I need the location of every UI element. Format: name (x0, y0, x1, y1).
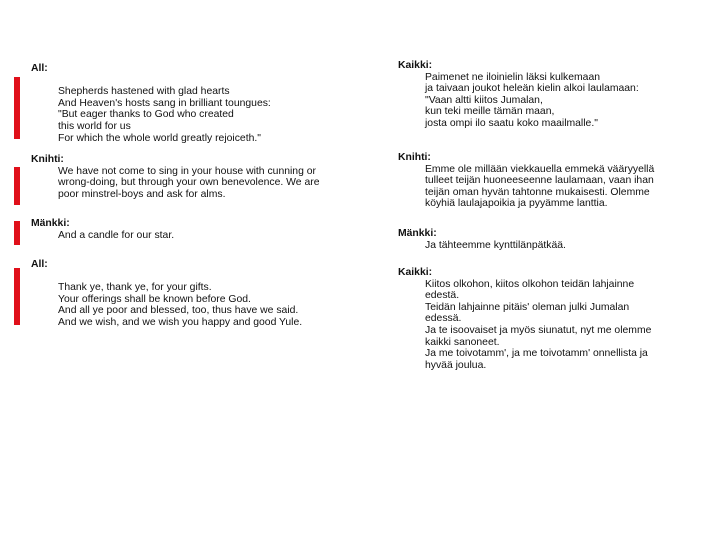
verse-line: wrong-doing, but through your own benevolence. We are (58, 177, 320, 189)
red-margin-bar (14, 221, 20, 245)
blank-line (58, 271, 366, 283)
verse-line: this world for us (58, 120, 131, 132)
verse-block (398, 60, 703, 130)
verse-line: Ja tähteemme kynttilänpätkää. (425, 239, 566, 251)
verse-line: And a candle for our star. (58, 229, 175, 241)
verse-line: Teidän lahjainne pitäis' oleman julki Jumalan (425, 301, 630, 313)
verse-block (31, 154, 366, 200)
verse-line: We have not come to sing in your house with cunning or (58, 165, 316, 177)
verse-line: Shepherds hastened with glad hearts (58, 86, 230, 98)
verse-line: And all ye poor and blessed, too, thus have we said. (58, 305, 299, 317)
verse-line: hyvää joulua. (425, 359, 487, 371)
speaker-label: Kaikki: (398, 267, 433, 278)
verse-line: And we wish, and we wish you happy and good Yule. (58, 316, 303, 328)
red-margin-bar (14, 167, 20, 205)
verse-line: And Heaven's hosts sang in brilliant toungues: (58, 97, 271, 109)
verse-line: kaikki sanoneet. (425, 336, 500, 348)
verse-line: "But eager thanks to God who created (58, 109, 234, 121)
speaker-label: All: (31, 63, 48, 74)
verse-line: Thank ye, thank ye, for your gifts. (58, 282, 212, 294)
verse-line: teijän oman hyvän tahtonne mukaisesti. Olemme (425, 186, 650, 198)
speaker-label: Kaikki: (398, 60, 433, 71)
verse-block (31, 63, 366, 144)
speaker-label: All: (31, 259, 48, 270)
verse-block (31, 259, 366, 329)
verse-line: Ja te isoovaiset ja myös siunatut, nyt me olemme (425, 324, 652, 336)
verse-line: köyhiä laulajapoikia ja pyyämme lanttia. (425, 198, 608, 210)
verse-line: ja taivaan joukot heleän kielin alkoi laulamaan: (425, 83, 639, 95)
verse-line: Paimenet ne iloinielin läksi kulkemaan (425, 71, 601, 83)
verse-block (398, 228, 703, 251)
verse-block (398, 152, 703, 210)
verse-block (398, 267, 703, 371)
verse-line: edessä. (425, 313, 462, 325)
red-margin-bar (14, 77, 20, 139)
blank-line (58, 75, 366, 87)
verse-line: "Vaan altti kiitos Jumalan, (425, 94, 543, 106)
verse-line: Your offerings shall be known before God. (58, 293, 251, 305)
verse-line: For which the whole world greatly rejoiceth." (58, 132, 261, 144)
verse-line: Kiitos olkohon, kiitos olkohon teidän lahjainne (425, 278, 635, 290)
verse-block (31, 218, 366, 241)
verse-line: Ja me toivotamm', ja me toivotamm' onnellista ja (425, 348, 648, 360)
verse-line: kun teki meille tämän maan, (425, 106, 555, 118)
red-margin-bar (14, 268, 20, 325)
speaker-label: Mänkki: (31, 218, 70, 229)
speaker-label: Mänkki: (398, 228, 437, 239)
verse-line: edestä. (425, 290, 460, 302)
verse-line: poor minstrel-boys and ask for alms. (58, 188, 226, 200)
speaker-label: Knihti: (31, 154, 64, 165)
verse-line: josta ompi ilo saatu koko maailmalle." (425, 117, 598, 129)
verse-line: tulleet teijän huoneeseenne laulamaan, vaan ihan (425, 175, 654, 187)
verse-line: Emme ole millään viekkauella emmekä vääryyellä (425, 163, 655, 175)
speaker-label: Knihti: (398, 152, 431, 163)
